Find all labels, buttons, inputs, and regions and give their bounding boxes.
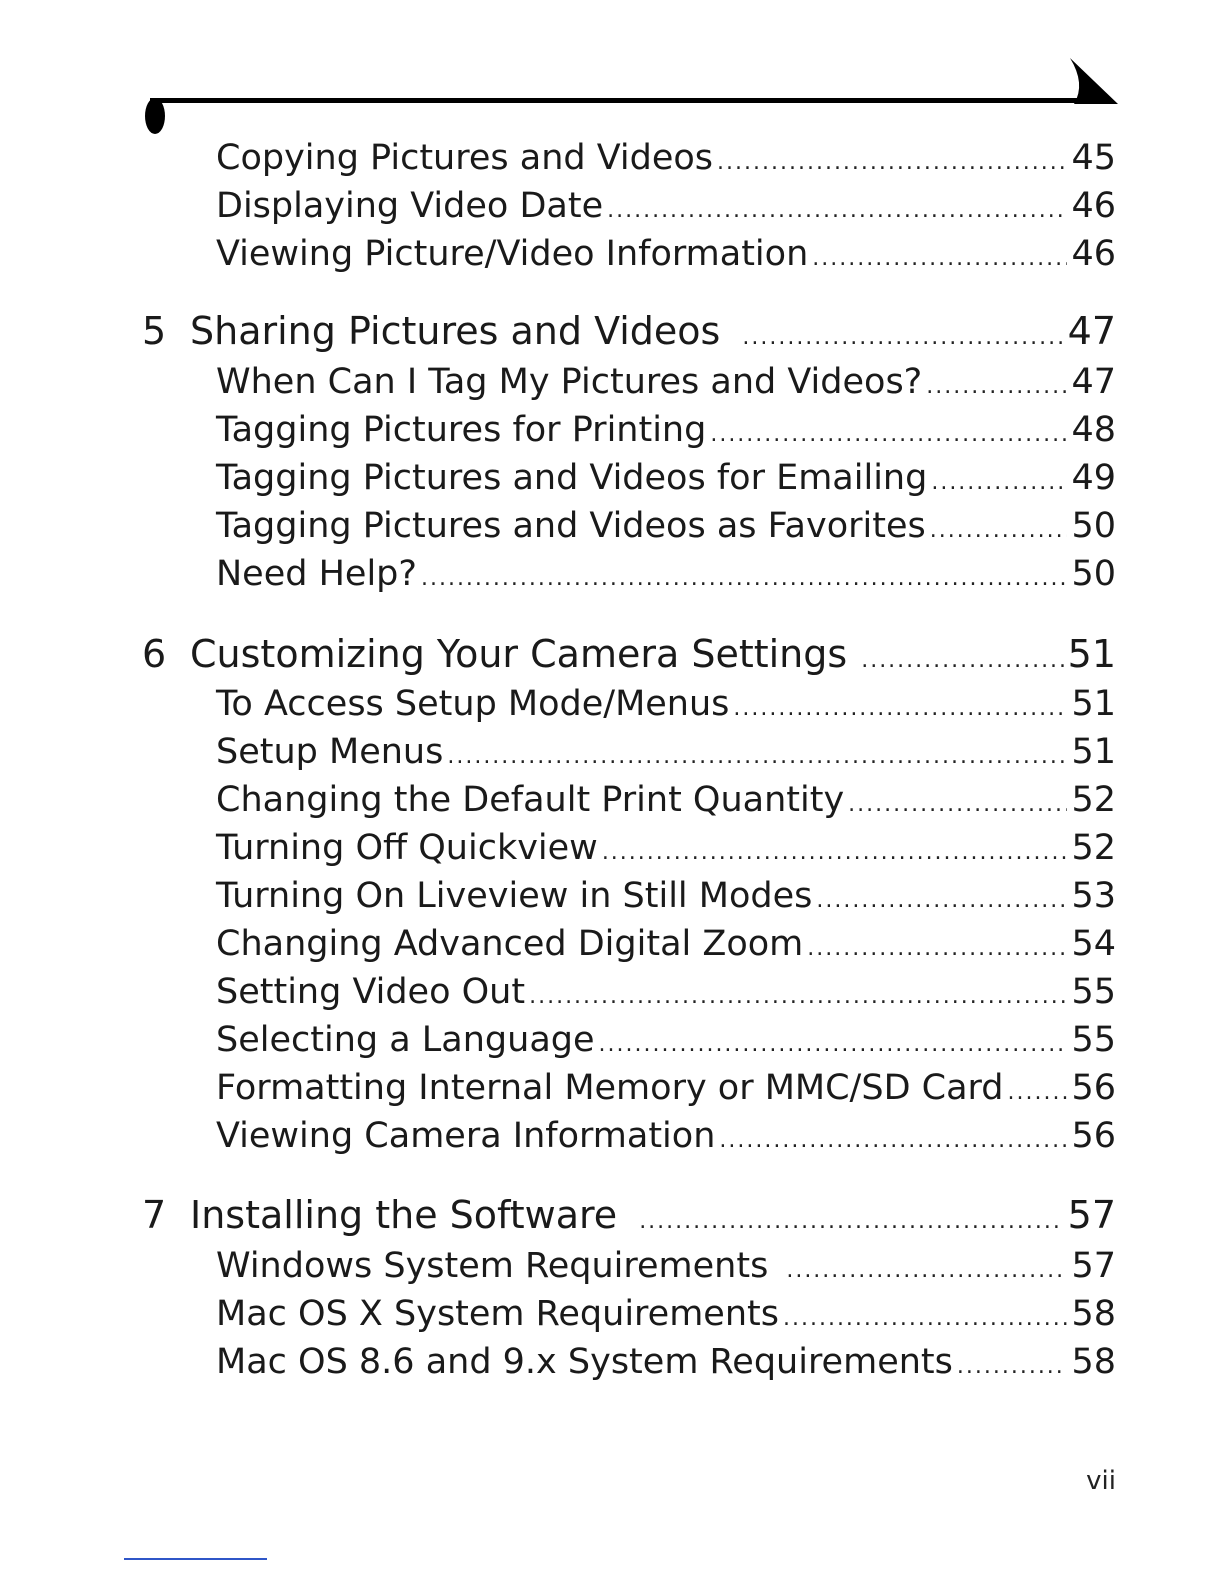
toc-entry-title: When Can I Tag My Pictures and Videos? [216, 362, 923, 402]
dot-leader [957, 1343, 1068, 1391]
chapter-page: 51 [1067, 632, 1116, 676]
toc-entry[interactable] [216, 358, 1116, 406]
toc-entry-page: 45 [1071, 138, 1116, 178]
toc-entry[interactable] [216, 406, 1116, 454]
toc-entry-page: 57 [1071, 1246, 1116, 1286]
dot-leader [930, 507, 1068, 555]
toc-entry-page: 46 [1071, 186, 1116, 226]
dot-leader [710, 411, 1067, 459]
toc-entry-page: 50 [1071, 506, 1116, 546]
toc-entry-title: Viewing Picture/Video Information [216, 234, 809, 274]
toc-entry-page: 52 [1071, 828, 1116, 868]
toc-entry-page: 47 [1071, 362, 1116, 402]
toc-chapter-heading[interactable] [142, 305, 1116, 357]
toc-entry[interactable] [216, 1112, 1116, 1160]
dot-leader [733, 685, 1067, 733]
toc-entry-title: Need Help? [216, 554, 417, 594]
toc-entry-page: 50 [1071, 554, 1116, 594]
dot-leader [786, 1247, 1067, 1295]
toc-entry-title: Displaying Video Date [216, 186, 604, 226]
toc-entry[interactable] [216, 872, 1116, 920]
toc-entry[interactable] [216, 1290, 1116, 1338]
toc-entry-page: 56 [1071, 1068, 1116, 1108]
toc-entry-page: 54 [1071, 924, 1116, 964]
dot-leader [926, 363, 1067, 411]
dot-leader [717, 139, 1067, 187]
toc-entry[interactable] [216, 776, 1116, 824]
toc-entry[interactable] [216, 1016, 1116, 1064]
toc-entry-title: Changing the Default Print Quantity [216, 780, 845, 820]
dot-leader [607, 187, 1067, 235]
toc-entry-title: Tagging Pictures for Printing [216, 410, 707, 450]
toc-entry-page: 51 [1071, 684, 1116, 724]
toc-entry-title: Tagging Pictures and Videos for Emailing [216, 458, 928, 498]
toc-entry-title: Viewing Camera Information [216, 1116, 716, 1156]
toc-entry-title: Copying Pictures and Videos [216, 138, 714, 178]
toc-entry-title: Setup Menus [216, 732, 444, 772]
toc-entry[interactable] [216, 824, 1116, 872]
toc-entry-page: 46 [1071, 234, 1116, 274]
toc-entry[interactable] [216, 1338, 1116, 1386]
chapter-page: 47 [1067, 309, 1116, 353]
toc-entry[interactable] [216, 1242, 1116, 1290]
toc-entry[interactable] [216, 550, 1116, 598]
toc-entry-title: Turning On Liveview in Still Modes [216, 876, 813, 916]
chapter-title: Sharing Pictures and Videos [190, 309, 721, 353]
toc-entry-title: Formatting Internal Memory or MMC/SD Card [216, 1068, 1004, 1108]
dot-leader [599, 1021, 1068, 1069]
toc-entry[interactable] [216, 920, 1116, 968]
toc-chapter-heading[interactable] [142, 1189, 1116, 1241]
dot-leader [719, 1117, 1067, 1165]
chapter-title: Customizing Your Camera Settings [190, 632, 848, 676]
toc-entry[interactable] [216, 454, 1116, 502]
toc-entry-title: Tagging Pictures and Videos as Favorites [216, 506, 926, 546]
chapter-title: Installing the Software [190, 1193, 618, 1237]
toc-entry-page: 58 [1071, 1294, 1116, 1334]
footer-rule [124, 1558, 267, 1560]
toc-entry-page: 52 [1071, 780, 1116, 820]
dot-leader [602, 829, 1068, 877]
toc-entry-page: 55 [1071, 972, 1116, 1012]
toc-entry[interactable] [216, 968, 1116, 1016]
header-rule-dot [145, 98, 165, 134]
toc-entry-title: Turning Off Quickview [216, 828, 598, 868]
toc-entry[interactable] [216, 1064, 1116, 1112]
chapter-number: 5 [142, 309, 167, 353]
toc-entry-title: Setting Video Out [216, 972, 526, 1012]
dot-leader [639, 1196, 1063, 1248]
toc-entry-page: 48 [1071, 410, 1116, 450]
toc-entry-title: Selecting a Language [216, 1020, 595, 1060]
toc-entry-page: 56 [1071, 1116, 1116, 1156]
dot-leader [529, 973, 1067, 1021]
toc-chapter-heading[interactable] [142, 628, 1116, 680]
dot-leader [848, 781, 1067, 829]
toc-entry[interactable] [216, 134, 1116, 182]
dot-leader [783, 1295, 1067, 1343]
toc-entry-title: Changing Advanced Digital Zoom [216, 924, 804, 964]
chapter-number: 6 [142, 632, 167, 676]
toc-entry-page: 55 [1071, 1020, 1116, 1060]
toc-entry-title: Mac OS X System Requirements [216, 1294, 779, 1334]
chapter-number: 7 [142, 1193, 167, 1237]
dot-leader [816, 877, 1067, 925]
toc-entry[interactable] [216, 680, 1116, 728]
toc-entry-page: 53 [1071, 876, 1116, 916]
toc-entry-page: 49 [1071, 458, 1116, 498]
dot-leader [742, 312, 1063, 364]
toc-entry-title: Mac OS 8.6 and 9.x System Requirements [216, 1342, 953, 1382]
toc-entry[interactable] [216, 230, 1116, 278]
toc-entry-title: Windows System Requirements [216, 1246, 769, 1286]
toc-entry[interactable] [216, 502, 1116, 550]
toc-entry-page: 58 [1071, 1342, 1116, 1382]
dot-leader [447, 733, 1067, 781]
header-rule [150, 98, 1078, 103]
dot-leader [812, 235, 1067, 283]
chapter-page: 57 [1067, 1193, 1116, 1237]
dot-leader [421, 555, 1067, 603]
toc-entry-title: To Access Setup Mode/Menus [216, 684, 730, 724]
toc-entry[interactable] [216, 182, 1116, 230]
page-number: vii [1086, 1466, 1116, 1496]
dot-leader [931, 459, 1067, 507]
toc-entry-page: 51 [1071, 732, 1116, 772]
toc-entry[interactable] [216, 728, 1116, 776]
arrow-right-icon [1066, 58, 1118, 106]
dot-leader [1008, 1069, 1068, 1117]
dot-leader [807, 925, 1067, 973]
